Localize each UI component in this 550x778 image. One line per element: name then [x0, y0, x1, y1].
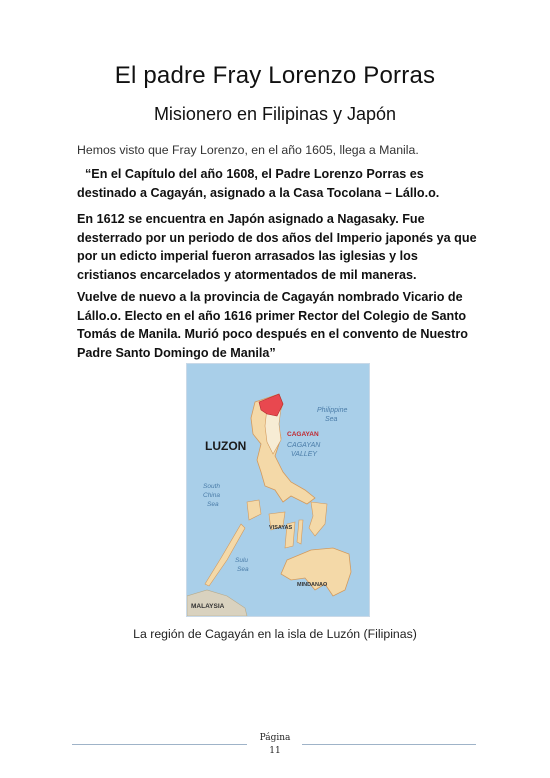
map-label-sulu-sea-1: Sulu: [235, 557, 249, 564]
intro-paragraph: Hemos visto que Fray Lorenzo, en el año 1605, llega a Manila.: [77, 143, 419, 157]
map-label-mindanao: MINDANAO: [297, 582, 328, 588]
footer-page-label: Página: [259, 733, 291, 743]
map-label-malaysia: MALAYSIA: [191, 603, 225, 610]
philippines-map: [186, 363, 370, 617]
footer-divider-right: [302, 744, 476, 745]
page-title: El padre Fray Lorenzo Porras: [114, 62, 436, 89]
map-label-cagayan: CAGAYAN: [287, 431, 319, 438]
paragraph-1: “En el Capítulo del año 1608, el Padre Lorenzo Porras es destinado a Cagayán, asignado a la Casa Tocolana – Lállo.o.: [77, 167, 440, 200]
map-label-sulu-sea-2: Sea: [237, 566, 249, 573]
map-label-cagayan-valley-2: VALLEY: [291, 451, 318, 458]
footer-page-number: 11: [269, 746, 281, 756]
page-subtitle: Misionero en Filipinas y Japón: [153, 104, 397, 124]
map-label-visayas: VISAYAS: [269, 525, 293, 531]
map-label-philippine-sea-1: Philippine: [317, 407, 348, 414]
map-label-south-china-2: China: [203, 492, 220, 499]
map-label-south-china-3: Sea: [207, 501, 219, 508]
footer-divider-left: [72, 744, 247, 745]
map-label-luzon: LUZON: [205, 439, 247, 453]
paragraph-2: En 1612 se encuentra en Japón asignado a Nagasaky. Fue desterrado por un periodo de dos años del Imperio japonés ya que por un edicto imperial fueron arrasados las iglesias y los cristianos encarcelados y atormentados de mil maneras.: [77, 212, 477, 282]
map-label-south-china-1: South: [203, 483, 220, 490]
map-label-philippine-sea-2: Sea: [325, 416, 338, 423]
paragraph-3: Vuelve de nuevo a la provincia de Cagayán nombrado Vicario de Lállo.o. Electo en el año 1616 primer Rector del Colegio de Santo Tomás de Manila. Murió poco después en el convento de Nuestro Padre Santo Domingo de Manila”: [77, 290, 468, 360]
map-caption: La región de Cagayán en la isla de Luzón (Filipinas): [133, 627, 417, 641]
map-label-cagayan-valley-1: CAGAYAN: [287, 442, 321, 449]
